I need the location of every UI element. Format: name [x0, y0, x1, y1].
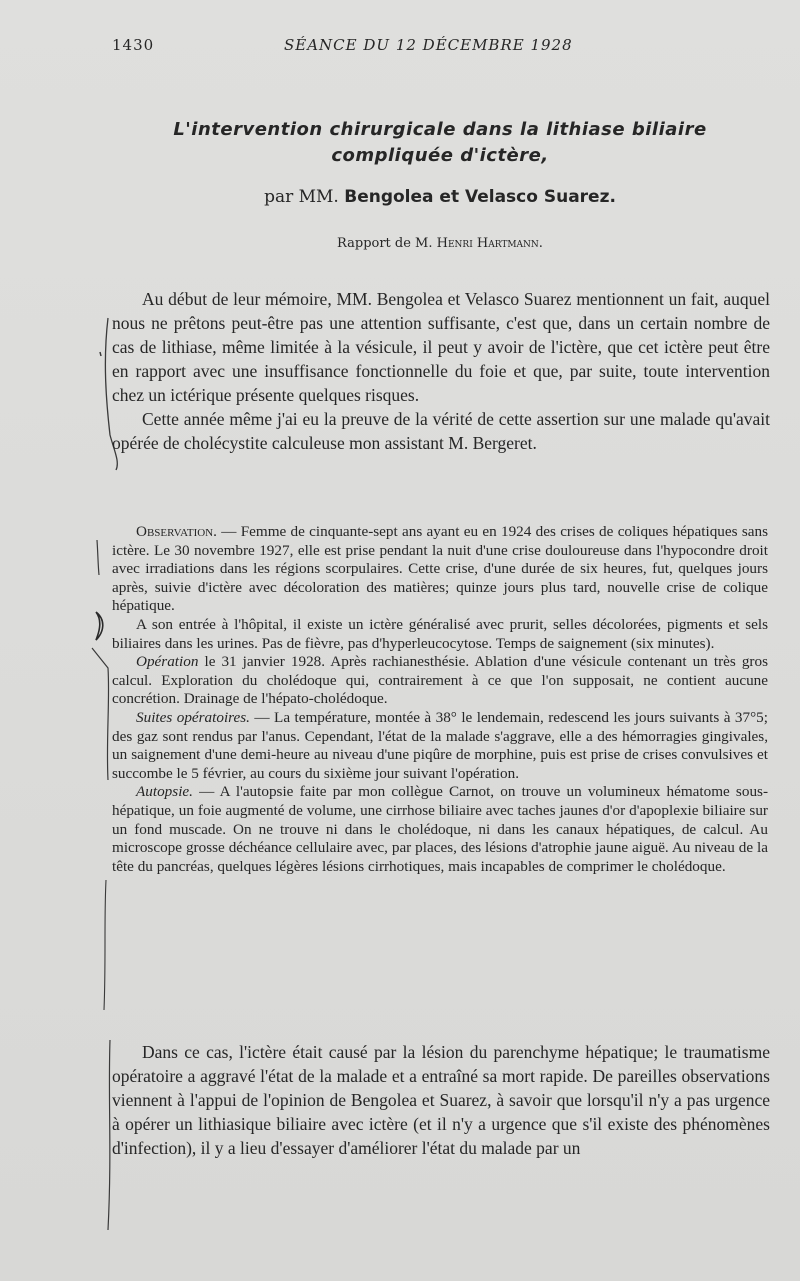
title-line-1: L'intervention chirurgicale dans la lithiase biliaire — [173, 119, 707, 140]
observation-heading: Observation. — [136, 523, 217, 540]
article-title — [100, 117, 780, 169]
observation-section — [112, 523, 768, 876]
report-author: Henri Hartmann. — [436, 236, 543, 251]
observation-paragraph-3: Opération le 31 janvier 1928. Après rachianesthésie. Ablation d'une vésicule contenant un très gros calcul. Exploration du cholédoque qui, contrairement à ce que l'on supposait, ne contient aucune concrétion. Drainage de l'hépato-cholédoque. — [112, 653, 768, 708]
intro-paragraph-2: Cette année même j'ai eu la preuve de la vérité de cette assertion sur une malade qu'avait opérée de cholécystite calculeuse mon assistant M. Bergeret. — [112, 409, 770, 453]
operation-label: Opération — [136, 653, 199, 671]
observation-paragraph-2: A son entrée à l'hôpital, il existe un ictère généralisé avec prurit, selles décolorées, pigments et sels biliaires dans les urines. Pas de fièvre, pas d'hyperleucocytose. Temps de saignement (six minutes). — [112, 615, 768, 652]
intro-text — [112, 287, 770, 455]
report-prefix: Rapport de M. — [337, 236, 433, 251]
intro-paragraph-1: Au début de leur mémoire, MM. Bengolea et Velasco Suarez mentionnent un fait, auquel nous ne prêtons peut-être pas une attention suffisante, c'est que, dans un certain nombre de cas de lithiase, même limitée à la vésicule, il peut y avoir de l'ictère, que cet ictère peut être en rapport avec une insuffisance fonctionnelle du foie et que, par suite, toute intervention chez un ictérique présente quelques risques. — [112, 289, 770, 405]
title-line-2: compliquée d'ictère, — [331, 145, 549, 166]
observation-paragraph-5: Autopsie. — A l'autopsie faite par mon collègue Carnot, on trouve un volumineux hématome sous-hépatique, un foie augmenté de volume, une cirrhose biliaire avec taches jaunes d'or d'apoplexie biliaire sur un fond muscade. On ne trouve ni dans le cholédoque, ni dans les canaux hépatiques, de calcul. Au microscope grosse déchéance cellulaire avec, par places, des lésions d'atrophie jaune aiguë. Au niveau de la tête du pancréas, quelques légères lésions cirrhotiques, mais incapables de comprimer le cholédoque. — [112, 783, 768, 875]
running-title: SÉANCE DU 12 DÉCEMBRE 1928 — [284, 36, 573, 54]
conclusion-paragraph: Dans ce cas, l'ictère était causé par la lésion du parenchyme hépatique; le traumatisme opératoire a aggravé l'état de la malade et a entraîné sa mort rapide. De pareilles observations viennent à l'appui de l'opinion de Bengolea et Suarez, à savoir que lorsqu'il n'y a pas urgence à opérer un lithiasique biliaire avec ictère (et il n'y a urgence que s'il existe des phénomènes d'infection), il y a lieu d'essayer d'améliorer l'état du malade par un — [112, 1042, 770, 1158]
observation-paragraph-4: Suites opératoires. — La température, montée à 38° le lendemain, redescend les jours suivants à 37°5; des gaz sont rendus par l'anus. Cependant, l'état de la malade s'aggrave, elle a des hémorragies gingivales, un saignement d'une demi-heure au niveau d'une piqûre de morphine, puis est prise de crises convulsives et succombe le 5 février, au cours du sixième jour suivant l'opération. — [112, 708, 768, 782]
conclusion-text — [112, 1040, 770, 1160]
autopsie-label: Autopsie. — [136, 783, 193, 801]
observation-paragraph-1: Observation. — Femme de cinquante-sept ans ayant eu en 1924 des crises de coliques hépatiques sans ictère. Le 30 novembre 1927, elle est prise pendant la nuit d'une crise douloureuse dans l'hypocondre droit avec irradiations dans les régions scorpulaires. Cette crise, d'une durée de six heures, fut, quelques jours après, suivie d'ictère avec décoloration des matières; quinze jours plus tard, nouvelle crise de colique hépatique. — [112, 523, 768, 615]
suites-label: Suites opératoires. — [136, 708, 250, 726]
authors-line — [100, 187, 780, 207]
authors-prefix: par MM. — [264, 187, 339, 207]
report-line — [100, 236, 780, 251]
page-number: 1430 — [112, 36, 155, 54]
authors-names: Bengolea et Velasco Suarez. — [344, 187, 616, 207]
